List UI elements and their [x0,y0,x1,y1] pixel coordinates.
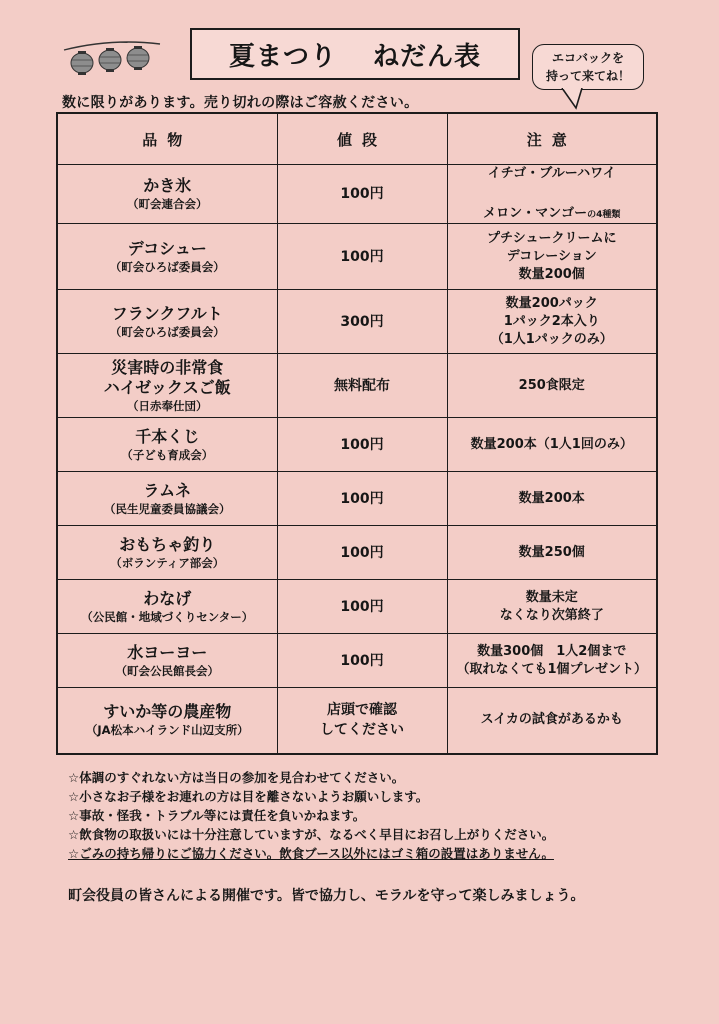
price-cell [277,354,447,418]
price-text: 無料配布 [334,377,390,394]
item-name: ハイゼックスご飯 [103,377,231,397]
note-line: 250食限定 [518,377,585,393]
page-title [190,28,520,80]
note-line: 数量200パック [505,295,598,311]
table-row [57,688,657,754]
notes-cell [447,472,657,526]
item-name: すいか等の農産物 [103,702,232,722]
header-notes: 注意 [447,113,657,165]
price-cell [277,165,447,224]
note-line: 数量200本 [518,490,585,506]
footer-note: ☆事故・怪我・トラブル等には責任を負いかねます。 [68,808,366,823]
speech-bubble-tail [560,88,590,110]
notes-cell [447,354,657,418]
item-name: 水ヨーヨー [127,642,208,662]
item-name: デコシュー [127,238,207,258]
item-organizer: （公民館・地域づくりセンター） [81,609,254,624]
notes-cell [447,165,657,224]
table-row [57,526,657,580]
item-name: 千本くじ [135,426,200,446]
item-organizer: （町会ひろば委員会） [109,324,225,339]
price-text: してください [320,722,404,739]
note-line: （取れなくても1個プレゼント） [456,661,648,677]
stock-notice: 数に限りがあります。売り切れの際はご容赦ください。 [62,95,419,111]
item-name: かき氷 [143,176,192,195]
note-line: デコレーション [506,248,597,264]
lanterns-illustration [62,36,162,80]
price-cell [277,634,447,688]
item-organizer: （日赤奉仕団） [127,398,208,413]
footer-note: ☆小さなお子様をお連れの方は目を離さないようお願いします。 [68,789,429,804]
table-row [57,290,657,354]
eco-bag-speech-bubble [532,44,644,90]
price-text: 100円 [340,186,384,202]
item-organizer: （民生児童委員協議会） [104,501,231,516]
item-cell [57,634,277,688]
price-cell [277,224,447,290]
note-line: 数量250個 [518,544,585,560]
item-name: 災害時の非常食 [111,357,224,377]
table-row [57,354,657,418]
note-line: なくなり次第終了 [499,607,604,623]
item-organizer: （JA松本ハイランド山辺支所） [85,723,249,738]
price-table [56,112,658,755]
item-cell [57,418,277,472]
note-line: （1人1パックのみ） [490,331,613,347]
table-row [57,418,657,472]
item-name: わなげ [143,588,192,608]
item-organizer: （町会連合会） [127,197,208,211]
item-cell [57,224,277,290]
notes-cell [447,290,657,354]
footer-note: ☆ごみの持ち帰りにご協力ください。飲食ブース以外にはゴミ箱の設置はありません。 [68,846,554,861]
table-row [57,165,657,224]
footer-note: ☆体調のすぐれない方は当日の参加を見合わせてください。 [68,770,405,785]
item-cell [57,526,277,580]
price-cell [277,688,447,754]
item-name: おもちゃ釣り [119,534,216,554]
price-cell [277,526,447,580]
price-cell [277,290,447,354]
title-part2: ねだん表 [373,41,482,72]
price-text: 100円 [340,652,384,669]
price-cell [277,472,447,526]
notes-cell [447,224,657,290]
bubble-line1: エコバックを [551,51,624,65]
table-row [57,224,657,290]
note-sub: の4種類 [587,210,621,220]
footer-notes [68,768,668,863]
item-name: フランクフルト [111,303,223,323]
price-cell [277,418,447,472]
item-cell [57,580,277,634]
note-line: プチシュークリームに [487,230,617,246]
table-row [57,580,657,634]
table-row [57,634,657,688]
price-text: 100円 [340,544,384,561]
notes-cell [447,688,657,754]
note-line: 数量300個 1人2個まで [477,643,627,659]
header-item: 品物 [57,113,277,165]
item-cell [57,688,277,754]
bubble-line2: 持って来てね！ [545,69,630,83]
table-row [57,472,657,526]
price-cell [277,580,447,634]
item-cell [57,354,277,418]
item-cell [57,472,277,526]
item-cell [57,165,277,224]
price-text: 100円 [340,598,384,615]
item-organizer: （ボランティア部会） [110,555,225,570]
note-line: メロン・マンゴー [483,206,588,221]
note-line: 数量未定 [525,589,578,605]
footer-note: ☆飲食物の取扱いには十分注意していますが、なるべく早目にお召し上がりください。 [68,827,555,842]
price-text: 100円 [340,490,384,507]
notes-cell [447,634,657,688]
note-line: 数量200個 [518,266,585,282]
price-text: 300円 [340,313,384,330]
note-line: 1パック2本入り [503,313,600,329]
note-line: 数量200本（1人1回のみ） [470,436,633,452]
note-line: イチゴ・ブルーハワイ [487,166,616,181]
header-price: 値段 [277,113,447,165]
title-part1: 夏まつり [228,41,337,72]
item-organizer: （町会公民館長会） [115,663,219,678]
notes-cell [447,526,657,580]
notes-cell [447,580,657,634]
price-text: 100円 [340,248,384,265]
item-organizer: （子ども育成会） [121,447,214,462]
closing-message: 町会役員の皆さんによる開催です。皆で協力し、モラルを守って楽しみましょう。 [68,888,585,904]
item-cell [57,290,277,354]
price-text: 店頭で確認 [327,702,397,719]
notes-cell [447,418,657,472]
item-organizer: （町会ひろば委員会） [109,259,225,274]
table-header-row [57,113,657,165]
item-name: ラムネ [143,480,192,500]
note-line: スイカの試食があるかも [480,712,623,728]
price-text: 100円 [340,436,384,453]
